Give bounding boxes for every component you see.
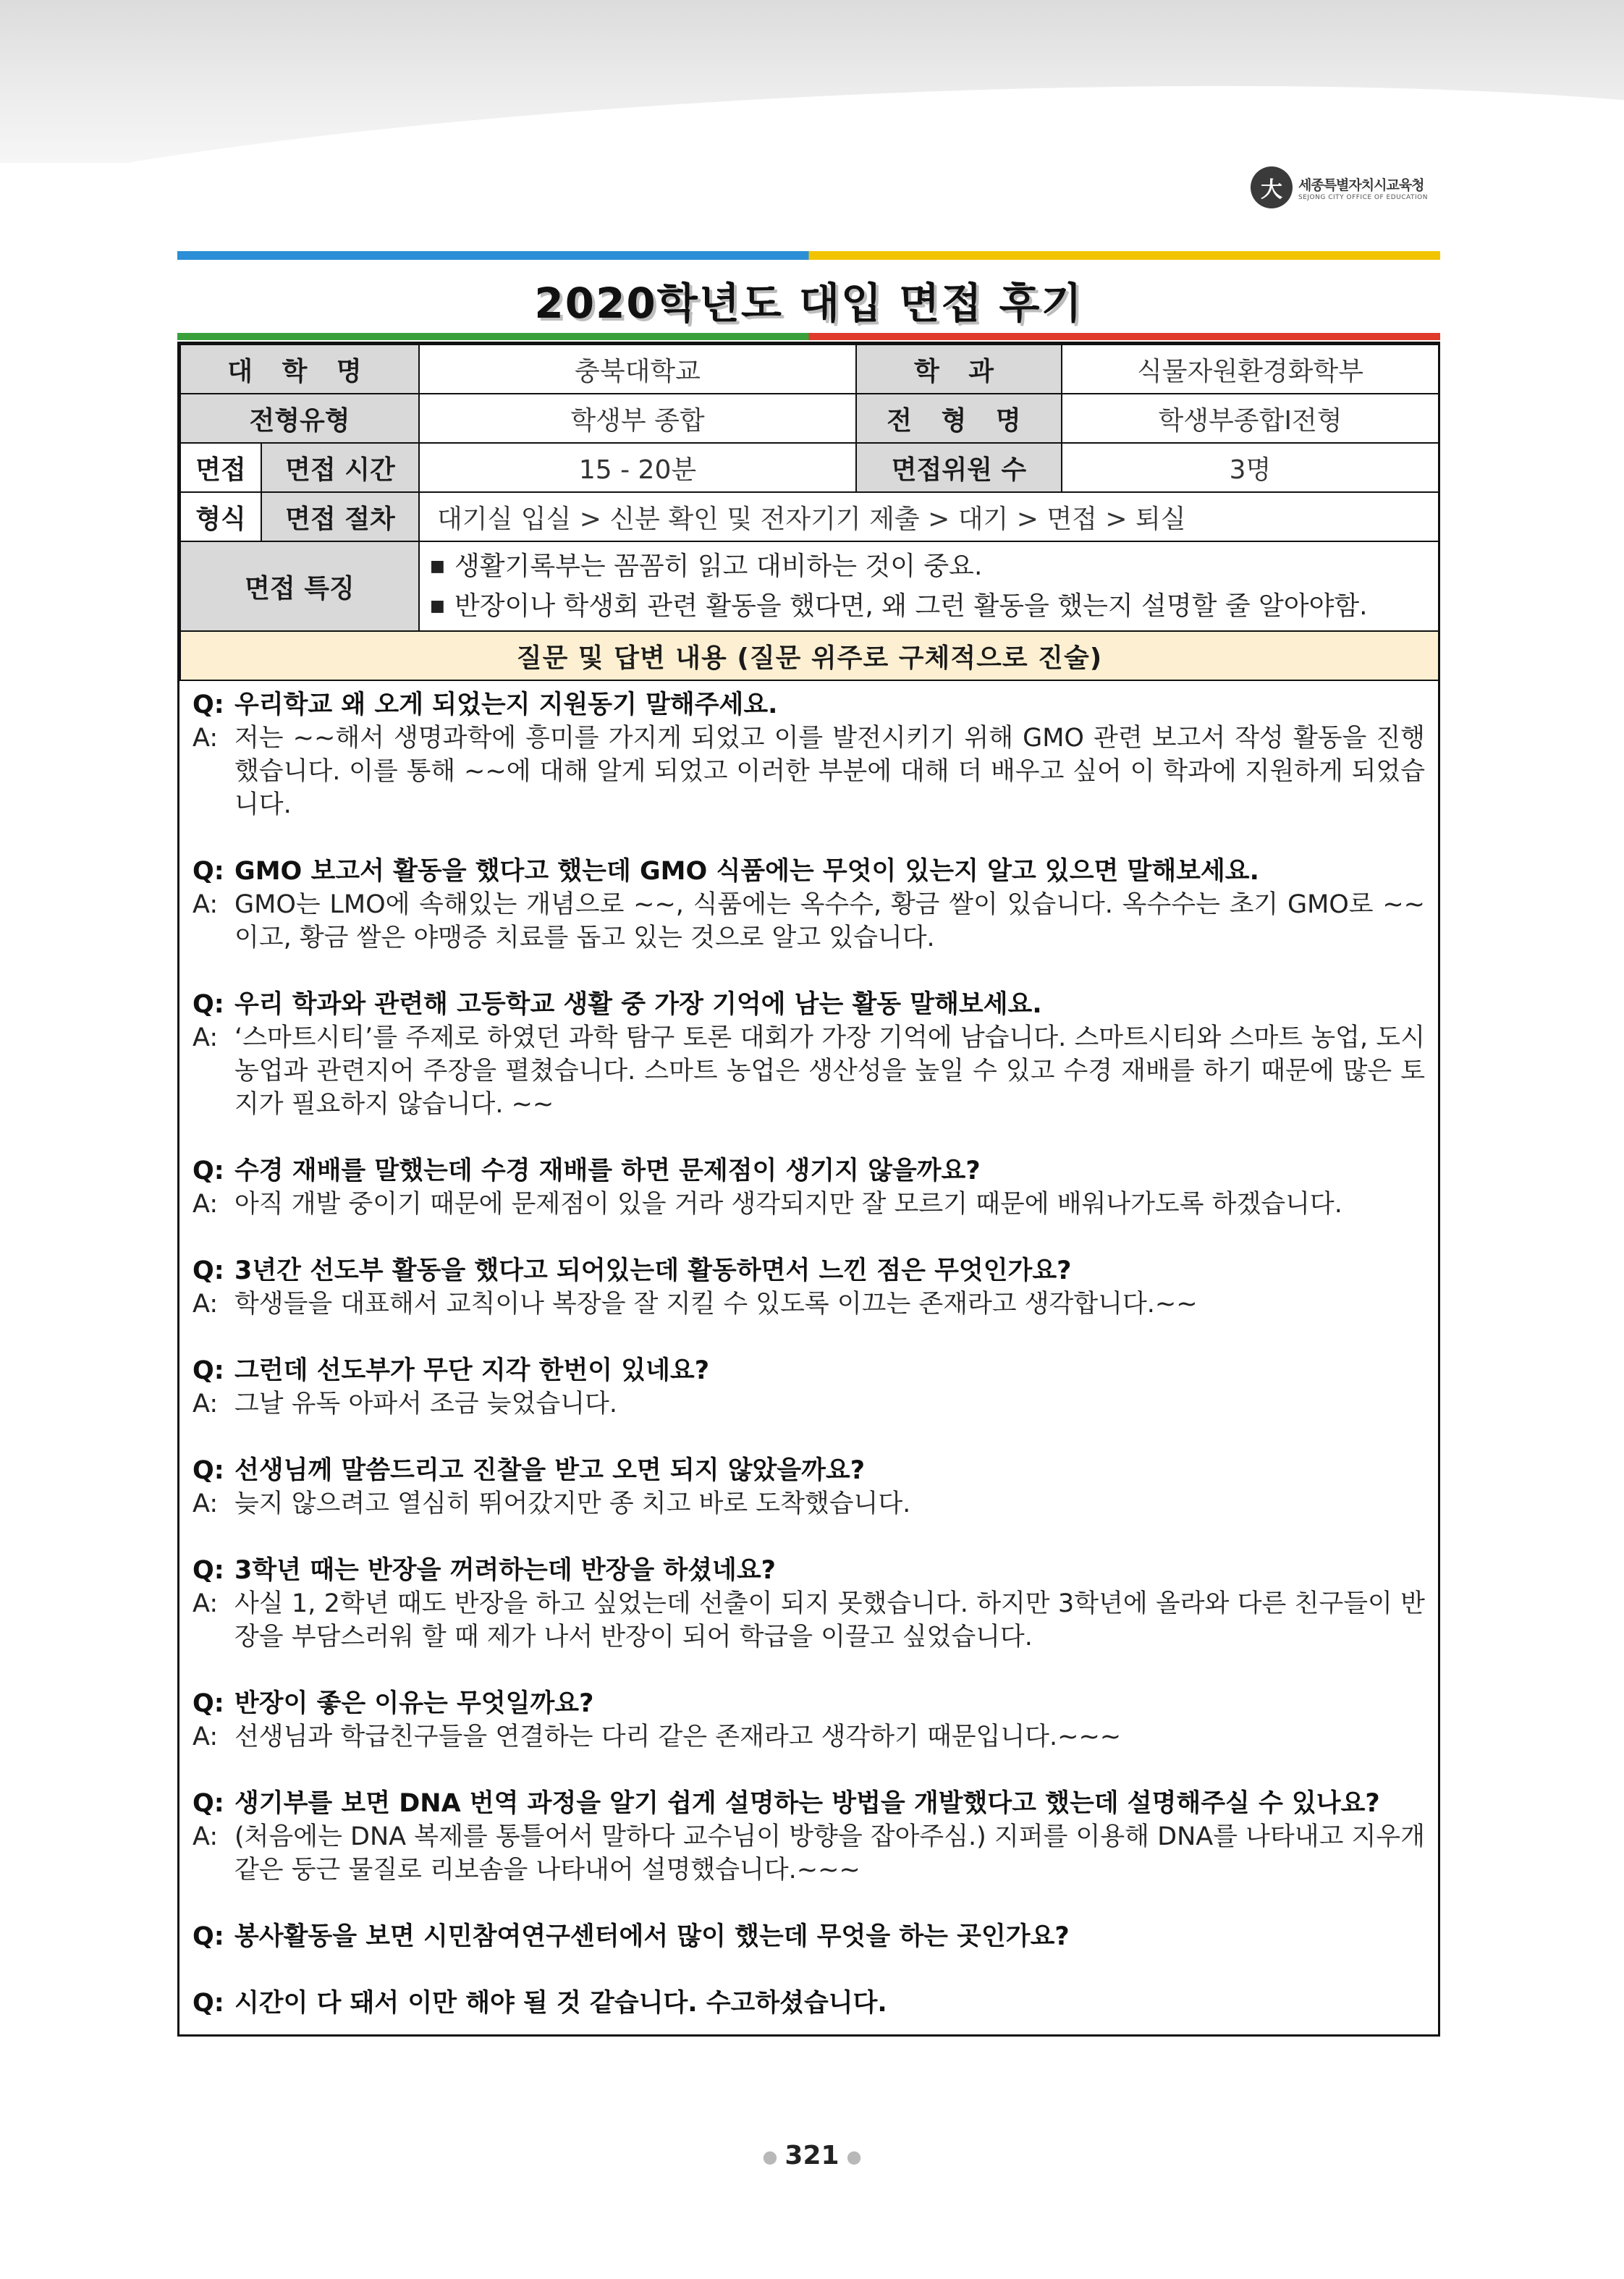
question bbox=[193, 988, 1425, 1021]
qa-spacer bbox=[193, 1421, 1425, 1454]
question-text: 반장이 좋은 이유는 무엇일까요? bbox=[234, 1689, 594, 1718]
time-value: 15 - 20분 bbox=[419, 443, 856, 492]
answer-prefix: A: bbox=[193, 1589, 219, 1618]
question-prefix: Q: bbox=[193, 1157, 224, 1185]
info-row-procedure bbox=[180, 492, 1439, 541]
org-logo bbox=[1251, 166, 1428, 208]
org-name-en: SEJONG CITY OFFICE OF EDUCATION bbox=[1298, 193, 1428, 201]
format-label-2: 형식 bbox=[180, 492, 261, 541]
answer-prefix: A: bbox=[193, 1023, 219, 1052]
time-label: 면접 시간 bbox=[261, 443, 419, 492]
title-bar-top bbox=[177, 251, 1440, 260]
answer-text: 아직 개발 중이기 때문에 문제점이 있을 거라 생각되지만 잘 모르기 때문에 배워나가도록 하겠습니다. bbox=[234, 1190, 1342, 1219]
question-text: 그런데 선도부가 무단 지각 한번이 있네요? bbox=[234, 1356, 709, 1385]
org-emblem-icon: 大 bbox=[1251, 166, 1293, 208]
question-prefix: Q: bbox=[193, 990, 224, 1019]
footer-dot-icon: ● bbox=[762, 2147, 778, 2167]
answer bbox=[193, 1288, 1425, 1321]
question bbox=[193, 855, 1425, 888]
qa-spacer bbox=[193, 1754, 1425, 1787]
answer-prefix: A: bbox=[193, 1822, 219, 1851]
org-name-kr: 세종특별자치시교육청 bbox=[1298, 177, 1424, 193]
question-prefix: Q: bbox=[193, 1356, 224, 1385]
admission-name-value: 학생부종합Ⅰ전형 bbox=[1062, 394, 1439, 443]
qa-spacer bbox=[193, 821, 1425, 855]
answer-prefix: A: bbox=[193, 724, 219, 753]
question-text: 선생님께 말씀드리고 진찰을 받고 오면 되지 않았을까요? bbox=[234, 1456, 866, 1485]
info-row-features bbox=[180, 541, 1439, 631]
question bbox=[193, 1354, 1425, 1387]
answer-prefix: A: bbox=[193, 1489, 219, 1518]
question-text: GMO 보고서 활동을 했다고 했는데 GMO 식품에는 무엇이 있는지 알고 있으면 말해보세요. bbox=[234, 857, 1259, 886]
qa-spacer bbox=[193, 1521, 1425, 1554]
question-text: 3년간 선도부 활동을 했다고 되어있는데 활동하면서 느낀 점은 무엇인가요? bbox=[234, 1256, 1072, 1285]
answer-text: 저는 ~~해서 생명과학에 흥미를 가지게 되었고 이를 발전시키기 위해 GMO 관련 보고서 작성 활동을 진행했습니다. 이를 통해 ~~에 대해 알게 되었고 이러한 부분에 대해 더 배우고 싶어 이 학과에 지원하게 되었습니다. bbox=[234, 724, 1425, 819]
qa-spacer bbox=[193, 1321, 1425, 1354]
format-label-1: 면접 bbox=[180, 443, 261, 492]
answer-prefix: A: bbox=[193, 1722, 219, 1751]
page-number: 321 bbox=[784, 2141, 840, 2170]
qa-spacer bbox=[193, 955, 1425, 988]
qa-spacer bbox=[193, 1887, 1425, 1920]
question-text: 시간이 다 돼서 이만 해야 될 것 같습니다. 수고하셨습니다. bbox=[234, 1989, 887, 2018]
qa-list bbox=[179, 681, 1438, 2020]
answer-text: GMO는 LMO에 속해있는 개념으로 ~~, 식품에는 옥수수, 황금 쌀이 있습니다. 옥수수는 초기 GMO로 ~~이고, 황금 쌀은 야맹증 치료를 돕고 있는 것으로 알고 있습니다. bbox=[234, 890, 1425, 952]
university-label: 대 학 명 bbox=[180, 344, 419, 394]
question bbox=[193, 1787, 1425, 1820]
question bbox=[193, 1554, 1425, 1587]
answer bbox=[193, 888, 1425, 955]
question-prefix: Q: bbox=[193, 1689, 224, 1718]
question-prefix: Q: bbox=[193, 1556, 224, 1585]
page-footer bbox=[0, 2141, 1624, 2170]
dept-value: 식물자원환경화학부 bbox=[1062, 344, 1439, 394]
answer-text: 늦지 않으려고 열심히 뛰어갔지만 종 치고 바로 도착했습니다. bbox=[234, 1489, 911, 1518]
qa-spacer bbox=[193, 1121, 1425, 1154]
question-prefix: Q: bbox=[193, 1456, 224, 1485]
answer bbox=[193, 1188, 1425, 1221]
title-bar-bottom bbox=[177, 333, 1440, 340]
bullet-square-icon: ■ bbox=[430, 597, 445, 615]
info-table bbox=[179, 344, 1439, 681]
answer bbox=[193, 1021, 1425, 1121]
page-title: 2020학년도 대입 면접 후기 bbox=[534, 279, 1083, 328]
features-label: 면접 특징 bbox=[180, 541, 419, 631]
interviewers-label: 면접위원 수 bbox=[856, 443, 1062, 492]
question bbox=[193, 1920, 1425, 1953]
question-text: 우리학교 왜 오게 되었는지 지원동기 말해주세요. bbox=[234, 690, 778, 719]
answer bbox=[193, 1720, 1425, 1754]
answer-prefix: A: bbox=[193, 1290, 219, 1319]
admission-type-label: 전형유형 bbox=[180, 394, 419, 443]
question-prefix: Q: bbox=[193, 1789, 224, 1818]
answer bbox=[193, 1587, 1425, 1654]
question-text: 수경 재배를 말했는데 수경 재배를 하면 문제점이 생기지 않을까요? bbox=[234, 1157, 981, 1185]
question-text: 봉사활동을 보면 시민참여연구센터에서 많이 했는데 무엇을 하는 곳인가요? bbox=[234, 1922, 1070, 1951]
dept-label: 학 과 bbox=[856, 344, 1062, 394]
qa-spacer bbox=[193, 1654, 1425, 1687]
question-text: 생기부를 보면 DNA 번역 과정을 알기 쉽게 설명하는 방법을 개발했다고 했는데 설명해주실 수 있나요? bbox=[234, 1789, 1380, 1818]
answer-text: 사실 1, 2학년 때도 반장을 하고 싶었는데 선출이 되지 못했습니다. 하지만 3학년에 올라와 다른 친구들이 반장을 부담스러워 할 때 제가 나서 반장이 되어 학급을 이끌고 싶었습니다. bbox=[234, 1589, 1425, 1652]
answer-text: 학생들을 대표해서 교칙이나 복장을 잘 지킬 수 있도록 이끄는 존재라고 생각합니다.~~ bbox=[234, 1290, 1198, 1319]
footer-dot-icon: ● bbox=[846, 2147, 862, 2167]
features-list bbox=[419, 541, 1439, 631]
university-value: 충북대학교 bbox=[419, 344, 856, 394]
answer-text: 선생님과 학급친구들을 연결하는 다리 같은 존재라고 생각하기 때문입니다.~~~ bbox=[234, 1722, 1122, 1751]
bullet-square-icon: ■ bbox=[430, 557, 445, 575]
answer-prefix: A: bbox=[193, 1190, 219, 1219]
answer bbox=[193, 1820, 1425, 1887]
info-row-university bbox=[180, 344, 1439, 394]
question-prefix: Q: bbox=[193, 690, 224, 719]
question bbox=[193, 1454, 1425, 1487]
interview-sheet bbox=[177, 342, 1440, 2037]
answer bbox=[193, 722, 1425, 821]
question bbox=[193, 1687, 1425, 1720]
answer-prefix: A: bbox=[193, 1390, 219, 1418]
answer bbox=[193, 1487, 1425, 1521]
procedure-value: 대기실 입실 > 신분 확인 및 전자기기 제출 > 대기 > 면접 > 퇴실 bbox=[419, 492, 1439, 541]
header-background bbox=[0, 0, 1624, 163]
info-row-time bbox=[180, 443, 1439, 492]
answer bbox=[193, 1387, 1425, 1421]
question-prefix: Q: bbox=[193, 1989, 224, 2018]
question-text: 우리 학과와 관련해 고등학교 생활 중 가장 기억에 남는 활동 말해보세요. bbox=[234, 990, 1042, 1019]
question-prefix: Q: bbox=[193, 1256, 224, 1285]
answer-text: (처음에는 DNA 복제를 통틀어서 말하다 교수님이 방향을 잡아주심.) 지퍼를 이용해 DNA를 나타내고 지우개 같은 둥근 물질로 리보솜을 나타내어 설명했습니다.~~~ bbox=[234, 1822, 1425, 1885]
question-prefix: Q: bbox=[193, 857, 224, 886]
qa-spacer bbox=[193, 1953, 1425, 1987]
answer-prefix: A: bbox=[193, 890, 219, 919]
feature-item: ■ 반장이나 학생회 관련 활동을 했다면, 왜 그런 활동을 했는지 설명할 줄 알아야함. bbox=[430, 586, 1428, 626]
question-text: 3학년 때는 반장을 꺼려하는데 반장을 하셨네요? bbox=[234, 1556, 776, 1585]
question bbox=[193, 1154, 1425, 1188]
admission-type-value: 학생부 종합 bbox=[419, 394, 856, 443]
feature-item: ■ 생활기록부는 꼼꼼히 읽고 대비하는 것이 중요. bbox=[430, 546, 1428, 586]
header-swoosh bbox=[0, 50, 1624, 163]
admission-name-label: 전 형 명 bbox=[856, 394, 1062, 443]
answer-text: ‘스마트시티’를 주제로 하였던 과학 탐구 토론 대회가 가장 기억에 남습니다. 스마트시티와 스마트 농업, 도시 농업과 관련지어 주장을 펼쳤습니다. 스마트 농업은 생산성을 높일 수 있고 수경 재배를 하기 때문에 많은 토지가 필요하지 않습니다. ~~ bbox=[234, 1023, 1425, 1119]
qa-header-row bbox=[180, 631, 1439, 680]
question-prefix: Q: bbox=[193, 1922, 224, 1951]
info-row-admission bbox=[180, 394, 1439, 443]
qa-section-header: 질문 및 답변 내용 (질문 위주로 구체적으로 진술) bbox=[180, 631, 1439, 680]
answer-text: 그날 유독 아파서 조금 늦었습니다. bbox=[234, 1390, 617, 1418]
procedure-label: 면접 절차 bbox=[261, 492, 419, 541]
question bbox=[193, 688, 1425, 722]
question bbox=[193, 1987, 1425, 2020]
question bbox=[193, 1254, 1425, 1288]
qa-spacer bbox=[193, 1221, 1425, 1254]
interviewers-value: 3명 bbox=[1062, 443, 1439, 492]
